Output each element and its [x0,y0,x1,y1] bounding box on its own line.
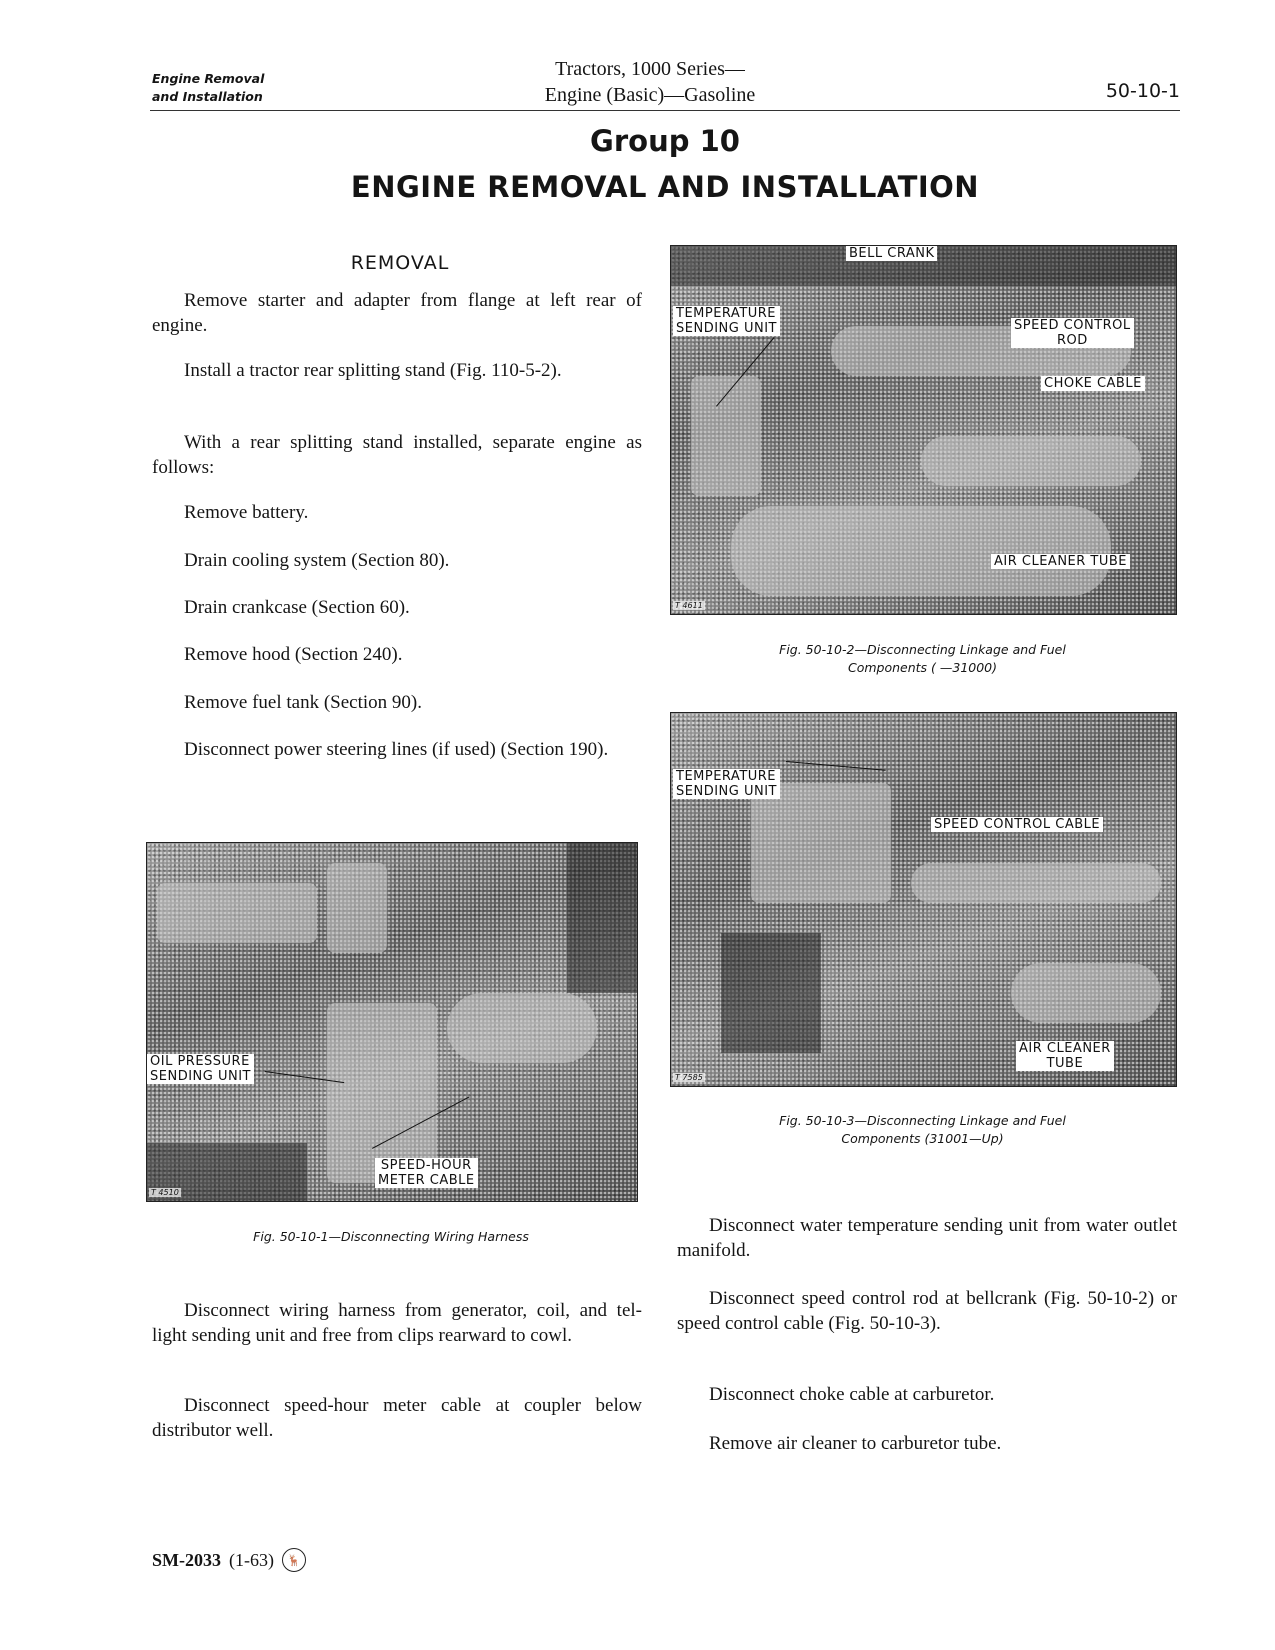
photo-number: T 7585 [675,1073,703,1082]
figure-3-photo [670,712,1177,1087]
leader-line [786,761,886,771]
photo-shadow [567,843,637,993]
label-line: SENDING UNIT [676,784,777,799]
section-heading: REMOVAL [350,252,450,274]
header-divider [150,110,1180,111]
figure-2-caption [670,641,1175,677]
print-date: (1-63) [229,1549,274,1570]
label-temperature-sending-unit [673,769,780,799]
paragraph: Disconnect wiring harness from generator, coil, and tel-light sending unit and free from clips rearward to cowl. [152,1300,642,1346]
photo-shape [327,1003,437,1183]
label-line: ROD [1056,333,1088,348]
figure-2-photo [670,245,1177,615]
label-choke-cable: CHOKE CABLE [1041,376,1145,391]
label-line: METER CABLE [378,1173,475,1188]
figure-1-photo [146,842,638,1202]
label-line: SENDING UNIT [150,1069,251,1084]
running-header [480,56,820,108]
label-line: SPEED-HOUR [380,1158,472,1173]
paragraph: Disconnect speed control rod at bellcrank (Fig. 50-10-2) or speed control cable (Fig. 50-10-3). [677,1288,1177,1334]
figure-3-caption [670,1112,1175,1148]
label-temperature-sending-unit [673,306,780,336]
john-deere-logo-icon: 🦌 [282,1548,306,1572]
label-oil-pressure-sending-unit [147,1054,254,1084]
label-line: OIL PRESSURE [150,1054,250,1069]
paragraph: Drain cooling system (Section 80). [184,550,450,571]
paragraph: Remove air cleaner to carburetor tube. [709,1433,1002,1454]
caption-line: Components (31001—Up) [841,1131,1004,1146]
label-line: SENDING UNIT [676,321,777,336]
label-line: TEMPERATURE [676,306,777,321]
photo-shape [327,863,387,953]
label-air-cleaner-tube: AIR CLEANER TUBE [991,554,1130,569]
caption-line: Fig. 50-10-3—Disconnecting Linkage and Fuel [779,1113,1066,1128]
label-line: AIR CLEANER [1019,1041,1111,1056]
running-header-line2: Engine (Basic)—Gasoline [544,84,756,106]
label-line: TUBE [1046,1056,1084,1071]
photo-shape [911,863,1161,903]
paragraph: Install a tractor rear splitting stand (Fig. 110-5-2). [184,360,562,381]
label-bell-crank: BELL CRANK [846,246,937,261]
photo-shape [157,883,317,943]
page-number: 50-10-1 [1105,80,1180,102]
caption-line: Components ( —31000) [847,660,998,675]
photo-shape [447,993,597,1063]
paragraph: Remove hood (Section 240). [184,644,403,665]
footer [152,1548,306,1572]
running-header-line1: Tractors, 1000 Series— [555,58,745,80]
photo-number: T 4611 [675,601,703,610]
photo-shape [731,506,1111,596]
page-title: ENGINE REMOVAL AND INSTALLATION [350,170,980,204]
photo-shape [921,436,1141,486]
photo-shape [751,783,891,903]
photo-shadow [721,933,821,1053]
paragraph: Disconnect water temperature sending unit from water outlet manifold. [677,1215,1177,1261]
paragraph: Disconnect power steering lines (if used) (Section 190). [184,739,609,760]
paragraph: With a rear splitting stand installed, separate engine as follows: [152,432,642,478]
manual-code: SM-2033 [152,1549,221,1570]
section-label-line1: Engine Removal [152,71,265,86]
photo-shape [1011,963,1161,1023]
paragraph: Disconnect choke cable at carburetor. [709,1384,995,1405]
label-speed-control-cable: SPEED CONTROL CABLE [931,817,1103,832]
paragraph: Remove battery. [184,502,309,523]
paragraph: Disconnect speed-hour meter cable at coupler below distributor well. [152,1395,642,1441]
paragraph: Drain crankcase (Section 60). [184,597,410,618]
photo-number: T 4510 [151,1188,179,1197]
paragraph: Remove starter and adapter from flange at left rear of engine. [152,290,642,336]
label-speed-control-rod [1011,318,1134,348]
group-title: Group 10 [590,124,740,158]
label-line: TEMPERATURE [676,769,777,784]
caption-line: Fig. 50-10-2—Disconnecting Linkage and Fuel [779,642,1066,657]
section-label-line2: and Installation [152,89,263,104]
label-speed-hour-meter-cable [375,1158,478,1188]
section-label [152,70,264,106]
label-air-cleaner-tube [1016,1041,1114,1071]
figure-1-caption: Fig. 50-10-1—Disconnecting Wiring Harness [253,1229,529,1244]
paragraph: Remove fuel tank (Section 90). [184,692,422,713]
label-line: SPEED CONTROL [1014,318,1131,333]
